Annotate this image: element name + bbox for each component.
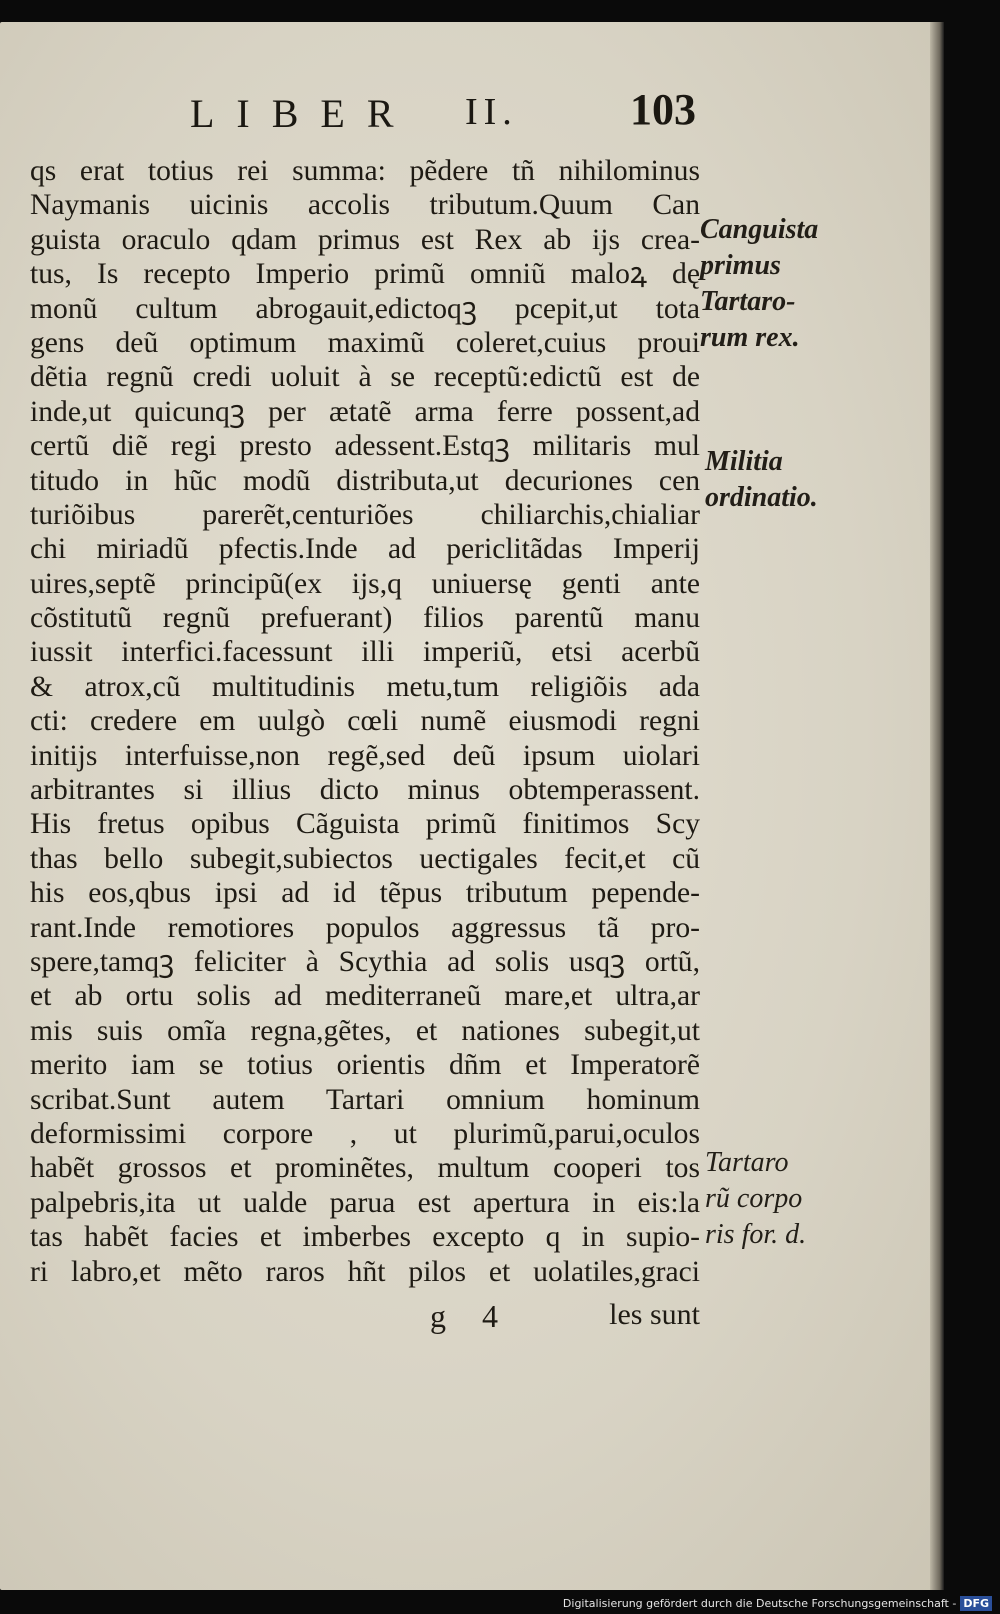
margin-note-tartarorum — [705, 1145, 806, 1253]
text-line: tas habẽt facies et imberbes excepto q in supio- — [30, 1221, 700, 1254]
text-line: scribat.Sunt autem Tartari omnium hominum — [30, 1083, 700, 1116]
page-edge-shadow — [930, 22, 944, 1590]
text-line: uires,septẽ principũ(ex ijs,q uniuersę genti ante — [30, 567, 700, 600]
running-head: LIBER — [190, 91, 416, 136]
margin-note-line: Tartaro — [705, 1147, 789, 1178]
margin-note-line: Tartaro- — [700, 286, 796, 317]
text-line: turiõibus parerẽt,centuriões chiliarchis,chialiar — [30, 498, 700, 531]
text-line: His fretus opibus Cãguista primũ finitimos Scy — [30, 808, 700, 841]
text-line: inde,ut quicunqꝫ per ætatẽ arma ferre possent,ad — [30, 395, 700, 428]
margin-note-canguista — [700, 212, 818, 356]
text-line: qs erat totius rei summa: pẽdere tñ nihilominus — [30, 155, 700, 187]
margin-note-line: primus — [700, 250, 781, 281]
text-line: monũ cultum abrogauit,edictoqꝫ pcepit,ut tota — [30, 292, 700, 325]
margin-note-line: rũ corpo — [705, 1183, 803, 1214]
main-text-block — [30, 154, 700, 1289]
margin-note-line: Canguista — [700, 214, 819, 245]
text-line: merito iam se totius orientis dñm et Imperatorẽ — [30, 1049, 700, 1082]
text-line: ri labro,et mẽto raros hñt pilos et uolatiles,graci — [30, 1255, 700, 1288]
text-line: palpebris,ita ut ualde parua est apertura in eis:la — [30, 1186, 700, 1219]
text-line: & atrox,cũ multitudinis metu,tum religiõis ada — [30, 670, 700, 703]
folio-number: 103 — [630, 85, 696, 134]
text-line: cti: credere em uulgò cœli numẽ eiusmodi regni — [30, 705, 700, 738]
text-line: habẽt grossos et prominẽtes, multum cooperi tos — [30, 1152, 700, 1185]
text-line: spere,tamqꝫ feliciter à Scythia ad solis usqꝫ ortũ, — [30, 945, 700, 978]
text-line: deformissimi corpore , ut plurimũ,parui,oculos — [30, 1117, 700, 1150]
page-header — [190, 85, 710, 150]
dfg-credit-bar — [563, 1592, 992, 1614]
margin-note-militia — [705, 444, 818, 516]
text-line: rant.Inde remotiores populos aggressus tã pro- — [30, 911, 700, 944]
dfg-logo: DFG — [960, 1596, 992, 1611]
catchword: les sunt — [609, 1298, 700, 1331]
margin-note-line: rum rex. — [700, 322, 800, 353]
text-line: initijs interfuisse,non regẽ,sed deũ ipsum uiolari — [30, 739, 700, 772]
book-page — [0, 22, 940, 1590]
text-line: his eos,qbus ipsi ad id tẽpus tributum pepende- — [30, 877, 700, 910]
text-line: et ab ortu solis ad mediterraneũ mare,et ultra,ar — [30, 980, 700, 1013]
page-footer — [30, 1298, 700, 1338]
margin-note-line: ris for. d. — [705, 1219, 807, 1250]
text-line: certũ diẽ regi presto adessent.Estqꝫ militaris mul — [30, 430, 700, 463]
dfg-credit-text: Digitalisierung gefördert durch die Deutsche Forschungsgemeinschaft - — [562, 1596, 957, 1610]
margin-note-line: Militia — [705, 446, 783, 477]
margin-note-line: ordinatio. — [705, 482, 818, 513]
text-line: thas bello subegit,subiectos uectigales fecit,et cũ — [30, 842, 700, 875]
signature-mark: g 4 — [430, 1298, 512, 1334]
text-line: mis suis omĩa regna,gẽtes, et nationes subegit,ut — [30, 1014, 700, 1047]
text-line: Naymanis uicinis accolis tributum.Quum Can — [30, 189, 700, 222]
text-line: titudo in hũc modũ distributa,ut decuriones cen — [30, 464, 700, 497]
book-number: II. — [465, 91, 518, 133]
text-line: arbitrantes si illius dicto minus obtemperassent. — [30, 774, 700, 807]
text-line: guista oraculo qdam primus est Rex ab ijs crea- — [30, 223, 700, 256]
text-line: chi miriadũ pfectis.Inde ad periclitãdas Imperij — [30, 533, 700, 566]
text-line: gens deũ optimum maximũ coleret,cuius proui — [30, 326, 700, 359]
text-line: dẽtia regnũ credi uoluit à se receptũ:edictũ est de — [30, 361, 700, 394]
text-line: cõstitutũ regnũ prefuerant) filios parentũ manu — [30, 602, 700, 635]
text-line: iussit interfici.facessunt illi imperiũ, etsi acerbũ — [30, 636, 700, 669]
text-line: tus, Is recepto Imperio primũ omniũ maloꝝ dę — [30, 258, 700, 291]
